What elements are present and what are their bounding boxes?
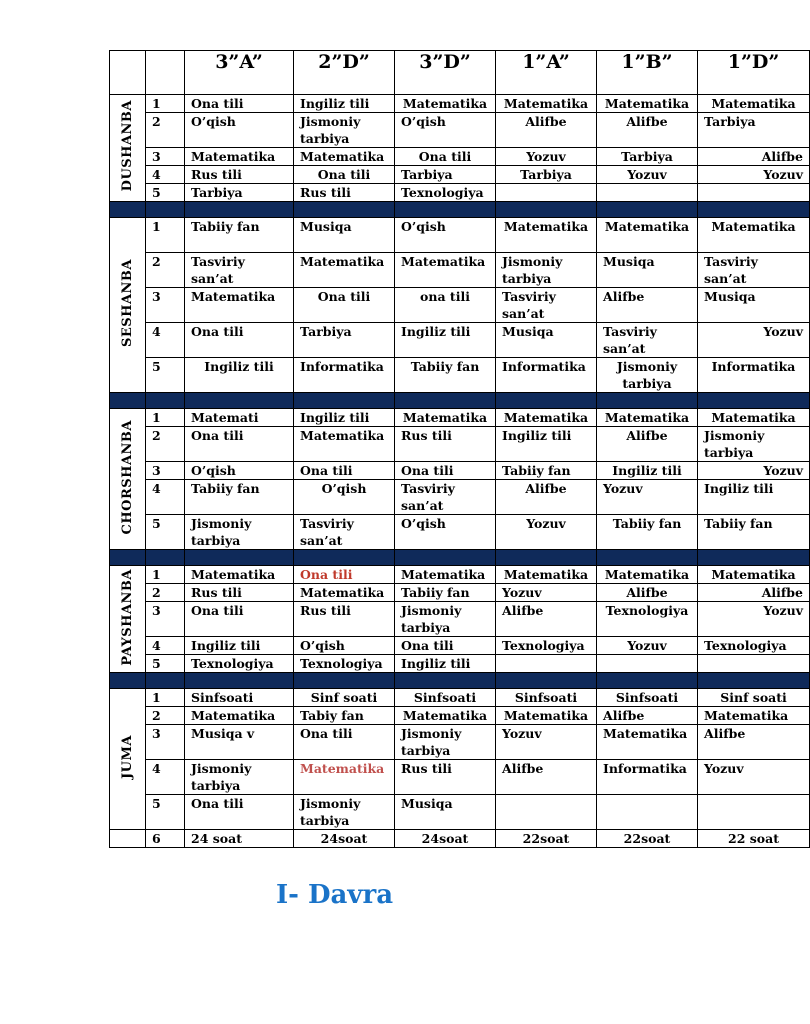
subject-cell: Informatika xyxy=(496,358,597,393)
separator-cell xyxy=(395,550,496,566)
subject-cell: Ona tili xyxy=(294,288,395,323)
separator-cell xyxy=(698,550,810,566)
separator-cell xyxy=(110,673,146,689)
lesson-row xyxy=(110,184,810,202)
lesson-number: 2 xyxy=(146,427,185,462)
separator-cell xyxy=(597,673,698,689)
day-separator xyxy=(110,393,810,409)
lesson-row xyxy=(110,637,810,655)
subject-cell xyxy=(597,655,698,673)
subject-cell: Ona tili xyxy=(185,795,294,830)
lesson-number: 1 xyxy=(146,218,185,253)
class-header: 2”D” xyxy=(294,51,395,95)
subject-cell: Musiqa xyxy=(496,323,597,358)
day-name: CHORSHANBA xyxy=(120,419,135,535)
subject-cell: Matematika xyxy=(698,409,810,427)
subject-cell: Jismoniy tarbiya xyxy=(294,113,395,148)
subject-cell: Ingiliz tili xyxy=(185,637,294,655)
subject-cell: Ona tili xyxy=(395,637,496,655)
subject-cell xyxy=(698,795,810,830)
subject-cell: Alifbe xyxy=(597,113,698,148)
timetable-body xyxy=(110,51,810,848)
subject-cell: Yozuv xyxy=(496,725,597,760)
separator-cell xyxy=(395,202,496,218)
subject-cell: Tabiiy fan xyxy=(185,480,294,515)
subject-cell: Tarbiya xyxy=(597,148,698,166)
subject-cell: Tasviriy san’at xyxy=(698,253,810,288)
subject-cell: Rus tili xyxy=(395,427,496,462)
subject-cell: Alifbe xyxy=(597,707,698,725)
header-corner-day xyxy=(110,51,146,95)
lesson-row xyxy=(110,427,810,462)
subject-cell: Tarbiya xyxy=(496,166,597,184)
separator-cell xyxy=(294,393,395,409)
lesson-number: 3 xyxy=(146,725,185,760)
subject-cell: Matematika xyxy=(597,566,698,584)
subject-cell: Matematika xyxy=(395,409,496,427)
subject-cell xyxy=(597,184,698,202)
separator-cell xyxy=(110,393,146,409)
totals-row xyxy=(110,830,810,848)
lesson-row xyxy=(110,323,810,358)
lesson-number: 1 xyxy=(146,409,185,427)
subject-cell: Ingiliz tili xyxy=(294,409,395,427)
subject-cell: Rus tili xyxy=(395,760,496,795)
subject-cell: Tabiiy fan xyxy=(395,358,496,393)
subject-cell: Texnologiya xyxy=(395,184,496,202)
subject-cell: Matematika xyxy=(395,566,496,584)
subject-cell: Matematika xyxy=(597,95,698,113)
subject-cell: Sinf soati xyxy=(698,689,810,707)
subject-cell: Musiqa xyxy=(597,253,698,288)
subject-cell: Tasviriy san’at xyxy=(294,515,395,550)
day-separator xyxy=(110,673,810,689)
subject-cell: Matematika xyxy=(496,409,597,427)
subject-cell: Yozuv xyxy=(698,760,810,795)
subject-cell: Jismoniy tarbiya xyxy=(395,725,496,760)
subject-cell: Sinfsoati xyxy=(395,689,496,707)
subject-cell: Ona tili xyxy=(185,95,294,113)
lesson-row xyxy=(110,566,810,584)
subject-cell: Ingiliz tili xyxy=(185,358,294,393)
subject-cell: Sinfsoati xyxy=(597,689,698,707)
lesson-row xyxy=(110,148,810,166)
separator-cell xyxy=(395,673,496,689)
separator-cell xyxy=(185,202,294,218)
separator-cell xyxy=(294,673,395,689)
subject-cell: Tabiiy fan xyxy=(698,515,810,550)
lesson-number: 1 xyxy=(146,689,185,707)
day-separator xyxy=(110,550,810,566)
subject-cell: Sinf soati xyxy=(294,689,395,707)
lesson-number: 3 xyxy=(146,602,185,637)
lesson-number: 4 xyxy=(146,760,185,795)
lesson-number: 4 xyxy=(146,480,185,515)
subject-cell: Jismoniy tarbiya xyxy=(294,795,395,830)
subject-cell: Matematika xyxy=(294,760,395,795)
subject-cell: Tarbiya xyxy=(294,323,395,358)
subject-cell: Informatika xyxy=(698,358,810,393)
subject-cell: Matematika xyxy=(597,409,698,427)
subject-cell: Sinfsoati xyxy=(496,689,597,707)
subject-cell: Jismoniy tarbiya xyxy=(698,427,810,462)
subject-cell: Matematika xyxy=(698,707,810,725)
subject-cell xyxy=(698,655,810,673)
lesson-number: 2 xyxy=(146,584,185,602)
subject-cell: Tarbiya xyxy=(395,166,496,184)
subject-cell: Matematika xyxy=(496,218,597,253)
subject-cell: Texnologiya xyxy=(496,637,597,655)
subject-cell: Alifbe xyxy=(698,725,810,760)
lesson-row xyxy=(110,113,810,148)
lesson-row xyxy=(110,760,810,795)
subject-cell: O’qish xyxy=(185,113,294,148)
lesson-number: 5 xyxy=(146,184,185,202)
subject-cell: Ona tili xyxy=(185,427,294,462)
subject-cell: Matematika xyxy=(496,95,597,113)
subject-cell: Matematika xyxy=(597,725,698,760)
subject-cell: Musiqa xyxy=(698,288,810,323)
subject-cell: Jismoniy tarbiya xyxy=(185,515,294,550)
subject-cell: Matematika xyxy=(294,148,395,166)
lesson-row xyxy=(110,166,810,184)
subject-cell: Yozuv xyxy=(597,480,698,515)
lesson-row xyxy=(110,515,810,550)
day-cell xyxy=(110,566,146,673)
lesson-number: 2 xyxy=(146,707,185,725)
subject-cell: Tasviriy san’at xyxy=(395,480,496,515)
class-header: 3”A” xyxy=(185,51,294,95)
lesson-row xyxy=(110,95,810,113)
lesson-row xyxy=(110,725,810,760)
subject-cell: Rus tili xyxy=(185,166,294,184)
lesson-number: 2 xyxy=(146,253,185,288)
separator-cell xyxy=(185,393,294,409)
subject-cell: Matematika xyxy=(698,95,810,113)
subject-cell: Matematika xyxy=(698,218,810,253)
subject-cell: Matematika xyxy=(395,707,496,725)
subject-cell: Ingiliz tili xyxy=(294,95,395,113)
subject-cell: Texnologiya xyxy=(698,637,810,655)
subject-cell: Informatika xyxy=(294,358,395,393)
lesson-number: 5 xyxy=(146,795,185,830)
subject-cell: Tasviriy san’at xyxy=(597,323,698,358)
header-corner-num xyxy=(146,51,185,95)
total-hours-cell: 22soat xyxy=(496,830,597,848)
total-hours-cell: 24 soat xyxy=(185,830,294,848)
separator-cell xyxy=(496,673,597,689)
lesson-row xyxy=(110,218,810,253)
lesson-number: 5 xyxy=(146,515,185,550)
lesson-number: 3 xyxy=(146,288,185,323)
subject-cell: Yozuv xyxy=(597,637,698,655)
subject-cell: Matemati xyxy=(185,409,294,427)
subject-cell: Ingiliz tili xyxy=(395,323,496,358)
subject-cell: Matematika xyxy=(597,218,698,253)
subject-cell: Matematika xyxy=(185,148,294,166)
subject-cell xyxy=(597,795,698,830)
separator-cell xyxy=(698,673,810,689)
separator-cell xyxy=(294,550,395,566)
subject-cell: Alifbe xyxy=(496,760,597,795)
subject-cell: Tabiiy fan xyxy=(496,462,597,480)
subject-cell: Tabiiy fan xyxy=(395,584,496,602)
subject-cell: Ingiliz tili xyxy=(496,427,597,462)
subject-cell: Alifbe xyxy=(496,602,597,637)
separator-cell xyxy=(597,550,698,566)
total-hours-cell: 22 soat xyxy=(698,830,810,848)
subject-cell: Musiqa v xyxy=(185,725,294,760)
subject-cell: Matematika xyxy=(294,253,395,288)
lesson-row xyxy=(110,602,810,637)
subject-cell: Tarbiya xyxy=(185,184,294,202)
separator-cell xyxy=(185,550,294,566)
subject-cell: Matematika xyxy=(698,566,810,584)
lesson-row xyxy=(110,707,810,725)
subject-cell: Matematika xyxy=(395,95,496,113)
subject-cell: Rus tili xyxy=(294,184,395,202)
subject-cell: O’qish xyxy=(395,113,496,148)
subject-cell xyxy=(698,184,810,202)
subject-cell: ona tili xyxy=(395,288,496,323)
separator-cell xyxy=(146,673,185,689)
subject-cell: Matematika xyxy=(395,253,496,288)
lesson-row xyxy=(110,655,810,673)
separator-cell xyxy=(110,202,146,218)
separator-cell xyxy=(698,393,810,409)
separator-cell xyxy=(597,393,698,409)
subject-cell: Yozuv xyxy=(597,166,698,184)
subject-cell: Yozuv xyxy=(496,515,597,550)
subject-cell: O’qish xyxy=(294,480,395,515)
subject-cell: Texnologiya xyxy=(294,655,395,673)
subject-cell: Ona tili xyxy=(185,323,294,358)
subject-cell: Texnologiya xyxy=(185,655,294,673)
subject-cell: Yozuv xyxy=(698,462,810,480)
lesson-number: 3 xyxy=(146,148,185,166)
subject-cell: Matematika xyxy=(294,584,395,602)
class-header: 1”B” xyxy=(597,51,698,95)
subject-cell: Alifbe xyxy=(698,148,810,166)
day-name: DUSHANBA xyxy=(120,100,135,192)
subject-cell: Yozuv xyxy=(698,602,810,637)
subject-cell: Sinfsoati xyxy=(185,689,294,707)
subject-cell: Musiqa xyxy=(395,795,496,830)
subject-cell: Jismoniy tarbiya xyxy=(496,253,597,288)
total-hours-cell: 22soat xyxy=(597,830,698,848)
subject-cell: Yozuv xyxy=(698,166,810,184)
subject-cell: Rus tili xyxy=(294,602,395,637)
subject-cell: Alifbe xyxy=(698,584,810,602)
day-separator xyxy=(110,202,810,218)
subject-cell: O’qish xyxy=(185,462,294,480)
subject-cell: Matematika xyxy=(496,707,597,725)
subject-cell: Jismoniy tarbiya xyxy=(395,602,496,637)
lesson-row xyxy=(110,480,810,515)
subject-cell: Matematika xyxy=(294,427,395,462)
subject-cell: Tasviriy san’at xyxy=(185,253,294,288)
separator-cell xyxy=(146,202,185,218)
subject-cell: Alifbe xyxy=(597,288,698,323)
lesson-number: 1 xyxy=(146,95,185,113)
subject-cell: Ingiliz tili xyxy=(395,655,496,673)
subject-cell: Tarbiya xyxy=(698,113,810,148)
subject-cell: Matematika xyxy=(185,288,294,323)
lesson-number: 4 xyxy=(146,166,185,184)
lesson-number: 3 xyxy=(146,462,185,480)
subject-cell: Jismoniy tarbiya xyxy=(597,358,698,393)
lesson-number: 4 xyxy=(146,637,185,655)
lesson-row xyxy=(110,689,810,707)
lesson-number: 5 xyxy=(146,655,185,673)
separator-cell xyxy=(698,202,810,218)
class-header: 1”D” xyxy=(698,51,810,95)
separator-cell xyxy=(496,550,597,566)
lesson-number: 1 xyxy=(146,566,185,584)
lesson-row xyxy=(110,288,810,323)
subject-cell: Matematika xyxy=(185,707,294,725)
subject-cell: Ona tili xyxy=(395,148,496,166)
lesson-row xyxy=(110,253,810,288)
lesson-number: 5 xyxy=(146,358,185,393)
subject-cell: Rus tili xyxy=(185,584,294,602)
subject-cell: O’qish xyxy=(294,637,395,655)
subject-cell: Musiqa xyxy=(294,218,395,253)
subject-cell xyxy=(496,795,597,830)
day-cell xyxy=(110,689,146,830)
subject-cell: Ona tili xyxy=(294,566,395,584)
subject-cell: Ona tili xyxy=(294,166,395,184)
subject-cell: O’qish xyxy=(395,218,496,253)
subject-cell: Informatika xyxy=(597,760,698,795)
day-cell xyxy=(110,218,146,393)
day-cell xyxy=(110,409,146,550)
header-row xyxy=(110,51,810,95)
subject-cell: Matematika xyxy=(496,566,597,584)
total-hours-cell: 24soat xyxy=(395,830,496,848)
subject-cell: Tabiiy fan xyxy=(597,515,698,550)
subject-cell: Ona tili xyxy=(185,602,294,637)
class-header: 3”D” xyxy=(395,51,496,95)
total-hours-cell: 24soat xyxy=(294,830,395,848)
subject-cell: Tasviriy san’at xyxy=(496,288,597,323)
subject-cell: Alifbe xyxy=(597,584,698,602)
totals-number: 6 xyxy=(146,830,185,848)
separator-cell xyxy=(597,202,698,218)
subject-cell: Ingiliz tili xyxy=(698,480,810,515)
lesson-row xyxy=(110,462,810,480)
separator-cell xyxy=(185,673,294,689)
subject-cell: Tabiy fan xyxy=(294,707,395,725)
subject-cell: Alifbe xyxy=(496,113,597,148)
subject-cell: O’qish xyxy=(395,515,496,550)
subject-cell xyxy=(496,184,597,202)
separator-cell xyxy=(496,202,597,218)
timetable xyxy=(109,50,810,848)
day-name: SESHANBA xyxy=(120,258,135,347)
class-header: 1”A” xyxy=(496,51,597,95)
subject-cell: Jismoniy tarbiya xyxy=(185,760,294,795)
separator-cell xyxy=(395,393,496,409)
timetable-wrapper xyxy=(109,50,809,848)
subject-cell: Yozuv xyxy=(496,148,597,166)
separator-cell xyxy=(496,393,597,409)
subject-cell: Ona tili xyxy=(294,462,395,480)
separator-cell xyxy=(146,550,185,566)
lesson-row xyxy=(110,409,810,427)
subject-cell: Alifbe xyxy=(496,480,597,515)
subject-cell: Matematika xyxy=(185,566,294,584)
subject-cell: Yozuv xyxy=(496,584,597,602)
separator-cell xyxy=(146,393,185,409)
separator-cell xyxy=(294,202,395,218)
day-cell xyxy=(110,95,146,202)
subject-cell: Alifbe xyxy=(597,427,698,462)
lesson-row xyxy=(110,584,810,602)
subject-cell: Ingiliz tili xyxy=(597,462,698,480)
subject-cell: Ona tili xyxy=(294,725,395,760)
subject-cell: Texnologiya xyxy=(597,602,698,637)
lesson-row xyxy=(110,795,810,830)
day-name: PAYSHANBA xyxy=(120,568,135,666)
subject-cell xyxy=(496,655,597,673)
page-caption: I- Davra xyxy=(276,880,394,910)
lesson-number: 2 xyxy=(146,113,185,148)
lesson-number: 4 xyxy=(146,323,185,358)
day-name: JUMA xyxy=(120,735,135,779)
subject-cell: Yozuv xyxy=(698,323,810,358)
lesson-row xyxy=(110,358,810,393)
subject-cell: Ona tili xyxy=(395,462,496,480)
separator-cell xyxy=(110,550,146,566)
totals-corner xyxy=(110,830,146,848)
subject-cell: Tabiiy fan xyxy=(185,218,294,253)
